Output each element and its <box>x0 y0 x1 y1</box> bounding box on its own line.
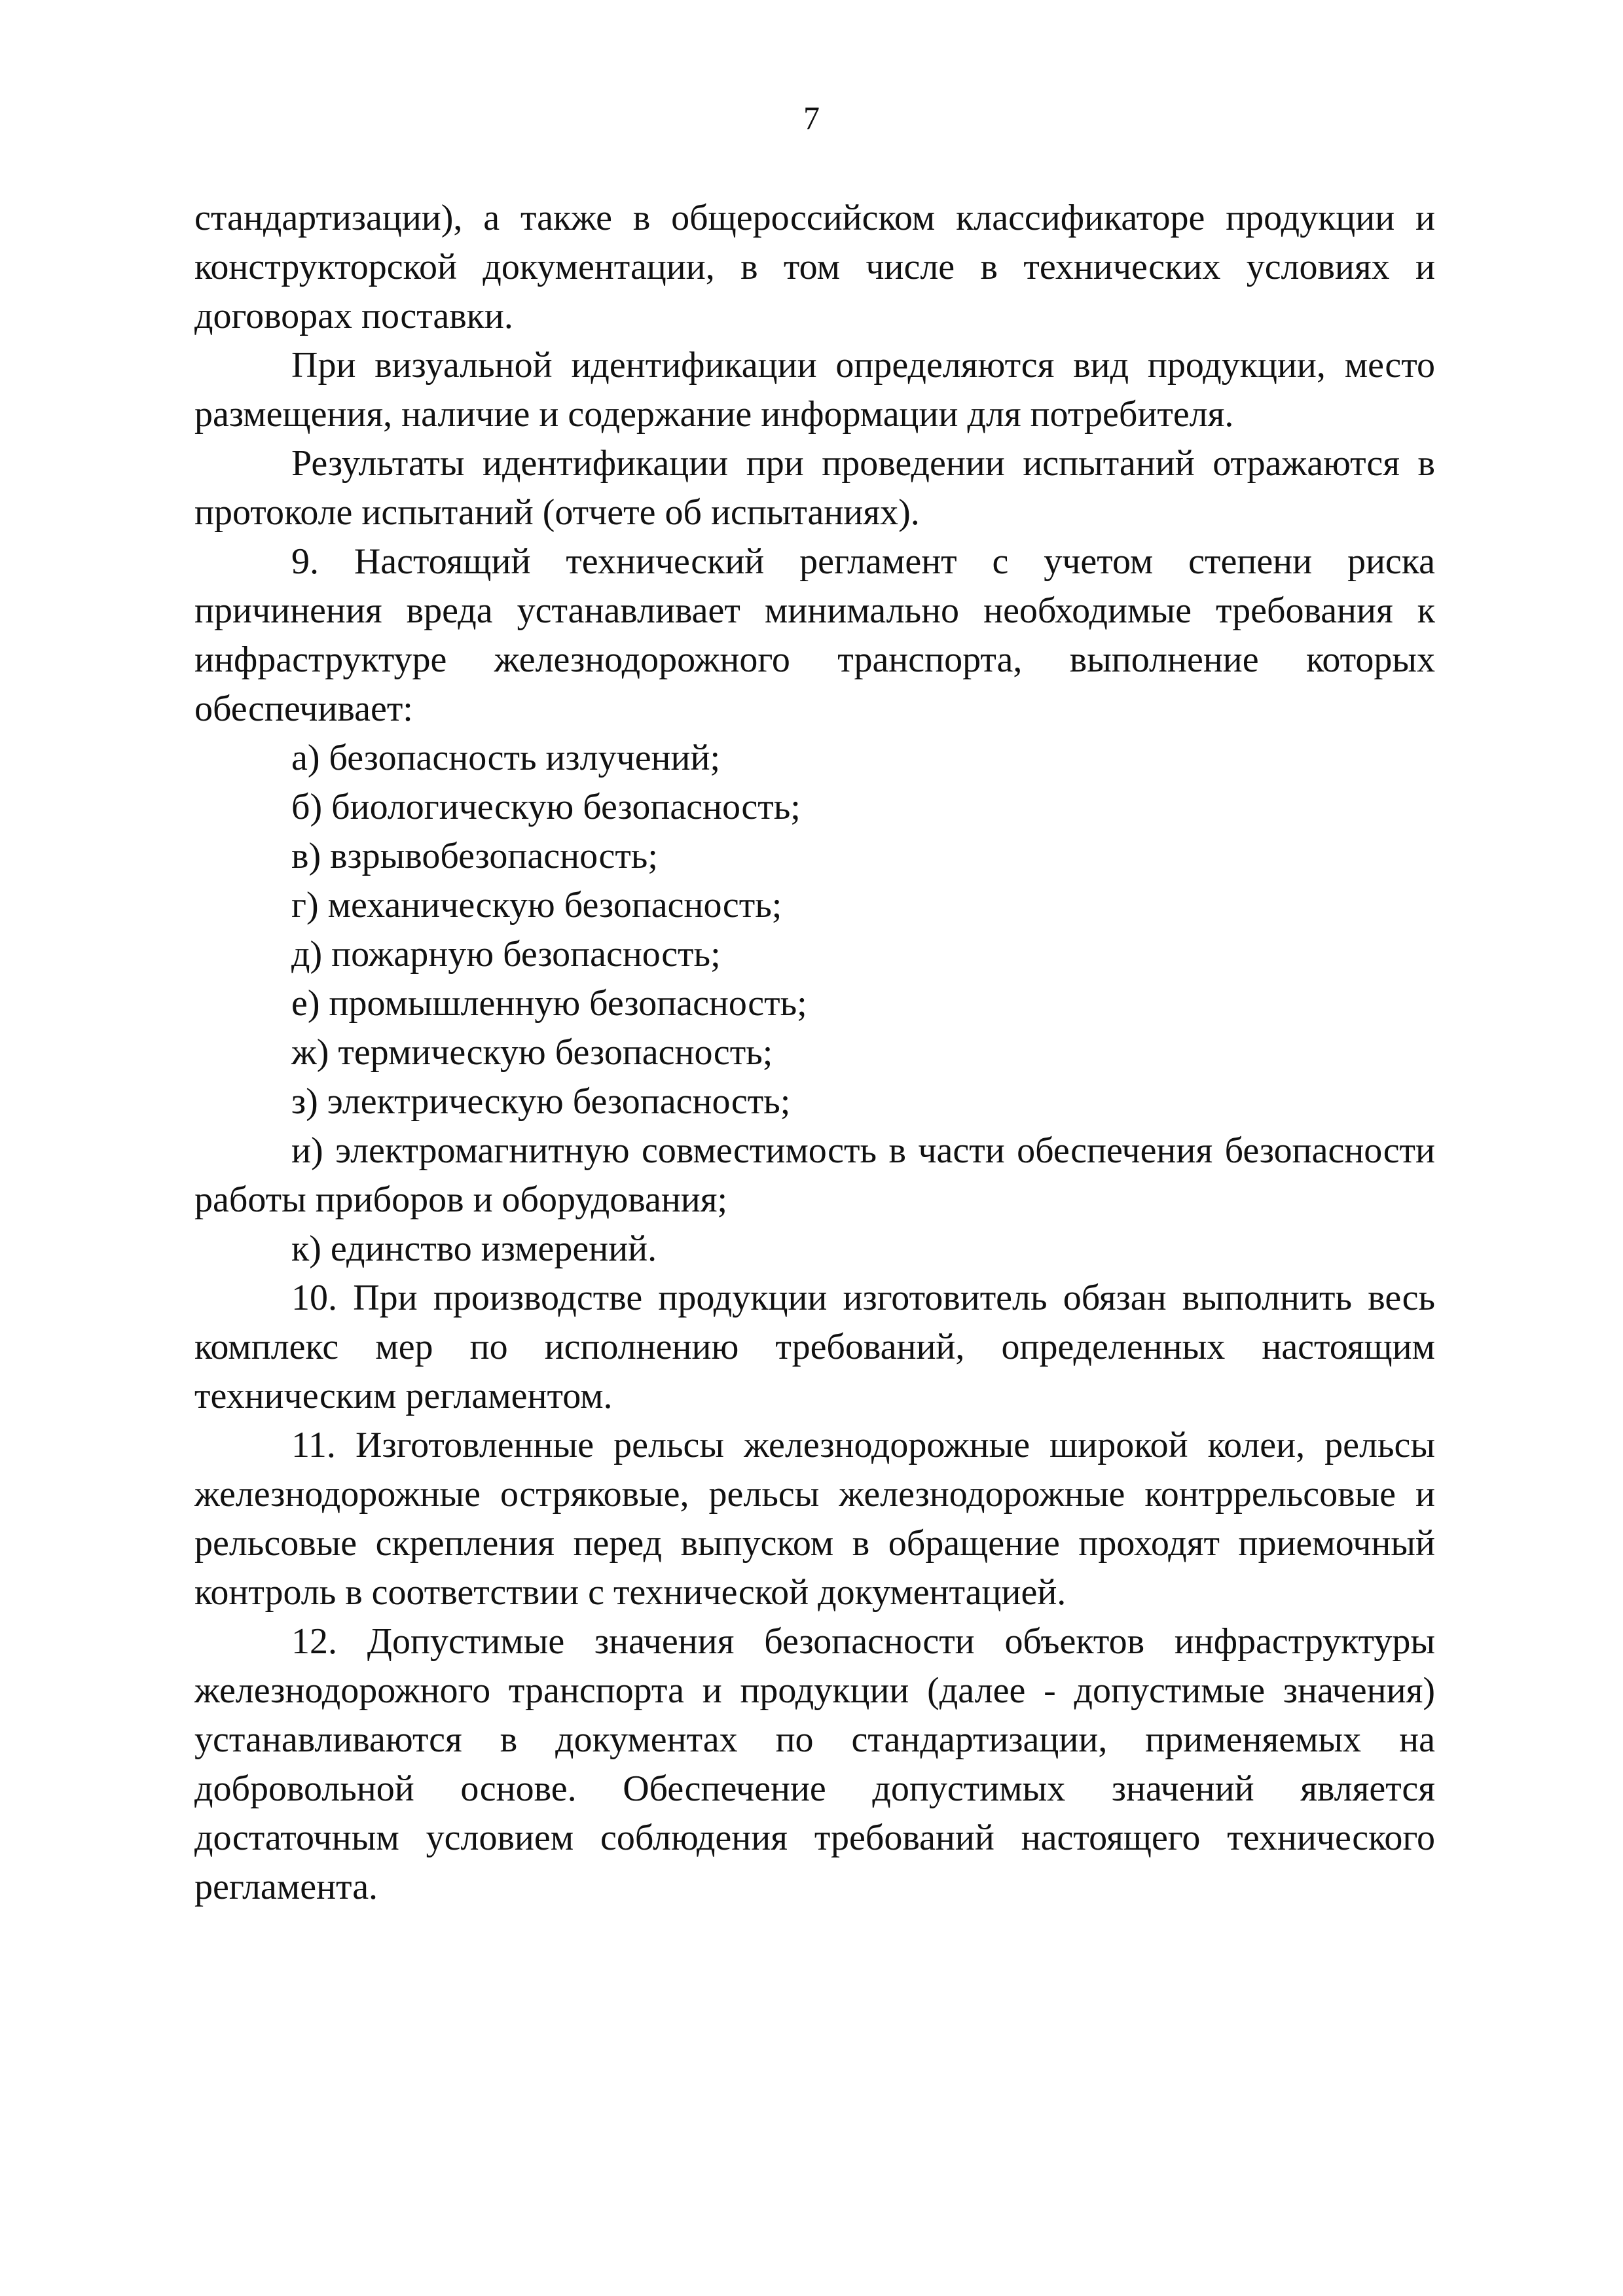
paragraph-identification-results: Результаты идентификации при проведении испытаний отражаются в протоколе испытаний (отчете об испытаниях). <box>194 443 1435 533</box>
document-body <box>194 194 1435 1912</box>
paragraph-item-9: 9. Настоящий технический регламент с учетом степени риска причинения вреда устанавливает минимально необходимые требования к инфраструктуре железнодорожного транспорта, выполнение которых обеспечивает: <box>194 541 1435 729</box>
list-item-b: б) биологическую безопасность; <box>291 787 801 827</box>
list-item-e: е) промышленную безопасность; <box>291 983 807 1024</box>
paragraph-visual-identification: При визуальной идентификации определяются вид продукции, место размещения, наличие и содержание информации для потребителя. <box>194 345 1435 435</box>
list-item-i: и) электромагнитную совместимость в части обеспечения безопасности работы приборов и оборудования; <box>194 1130 1435 1220</box>
paragraph-item-11: 11. Изготовленные рельсы железнодорожные широкой колеи, рельсы железнодорожные остряковые, рельсы железнодорожные контррельсовые и рельсовые скрепления перед выпуском в обращение проходят приемочный контроль в соответствии с технической документацией. <box>194 1425 1435 1613</box>
paragraph-item-12: 12. Допустимые значения безопасности объектов инфраструктуры железнодорожного транспорта и продукции (далее - допустимые значения) устанавливаются в документах по стандартизации, применяемых на добровольной основе. Обеспечение допустимых значений является достаточным условием соблюдения требований настоящего технического регламента. <box>194 1621 1435 1907</box>
list-item-d: д) пожарную безопасность; <box>291 934 721 975</box>
list-item-zh: ж) термическую безопасность; <box>291 1032 773 1073</box>
list-item-g: г) механическую безопасность; <box>291 885 782 925</box>
page-number: 7 <box>803 99 820 136</box>
list-item-z: з) электрическую безопасность; <box>291 1081 791 1122</box>
list-item-a: а) безопасность излучений; <box>291 738 721 778</box>
list-item-v: в) взрывобезопасность; <box>291 836 658 876</box>
paragraph-continuation: стандартизации), а также в общероссийском классификаторе продукции и конструкторской документации, в том числе в технических условиях и договорах поставки. <box>194 198 1435 336</box>
list-item-k: к) единство измерений. <box>291 1229 657 1269</box>
paragraph-item-10: 10. При производстве продукции изготовитель обязан выполнить весь комплекс мер по исполнению требований, определенных настоящим техническим регламентом. <box>194 1278 1435 1416</box>
